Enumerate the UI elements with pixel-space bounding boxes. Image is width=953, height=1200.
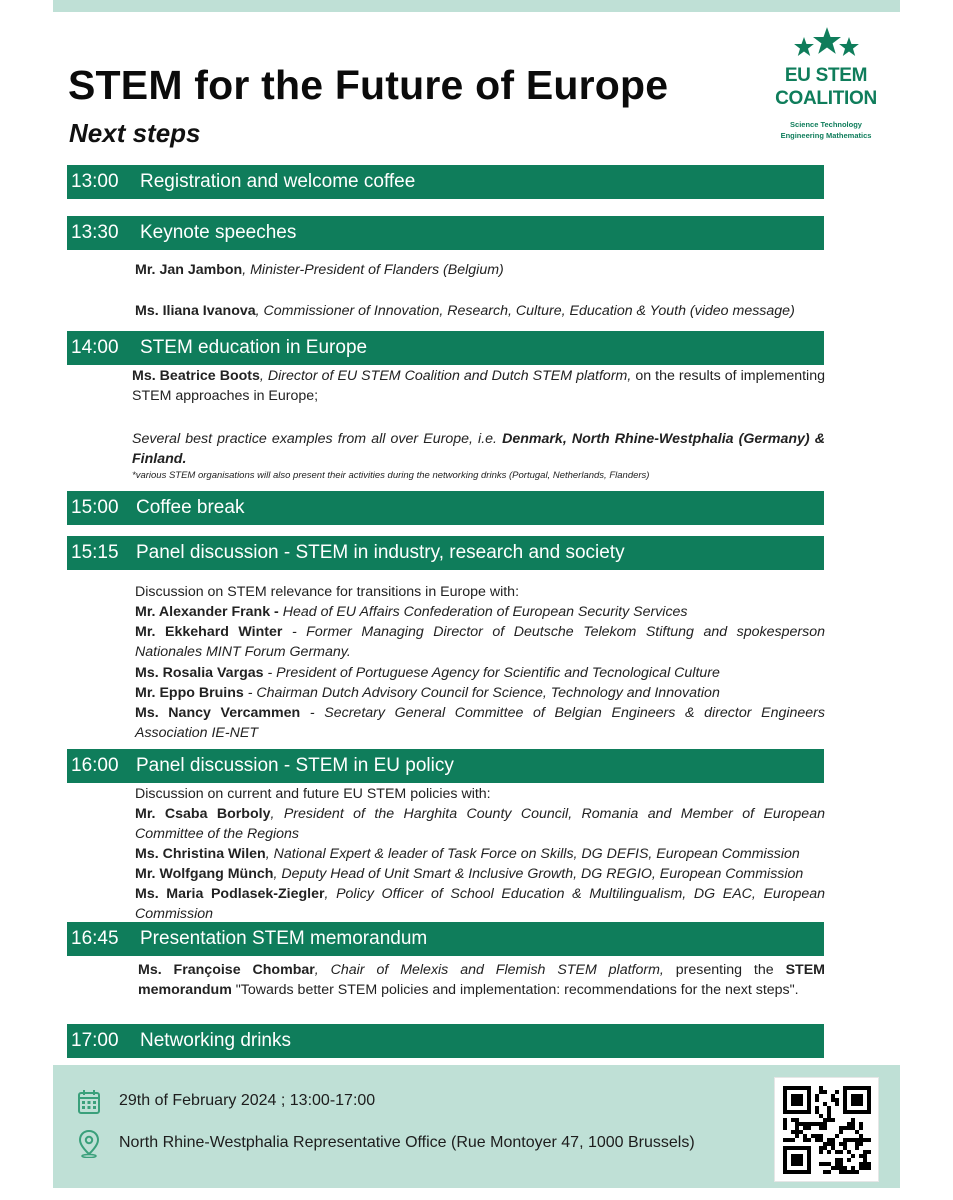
schedule-time: 16:00 — [71, 755, 119, 776]
speaker-role: - Former Managing Director of Deutsche Telekom Stiftung and spokesperson Nationales MINT Forum Germany. — [135, 624, 825, 660]
logo-line2: COALITION — [775, 88, 877, 109]
logo-tagline2: Engineering Mathematics — [780, 131, 872, 140]
page-subtitle: Next steps — [69, 118, 201, 148]
panel2-speaker — [135, 804, 825, 844]
logo-tagline1: Science Technology — [790, 120, 862, 129]
speaker-role: , President of the Harghita County Council, Romania and Member of European Committee of the Regions — [135, 806, 825, 842]
speaker-name: Ms. Françoise Chombar — [138, 962, 315, 978]
panel2-intro: Discussion on current and future EU STEM policies with: — [135, 786, 491, 802]
speaker-name: Mr. Csaba Borboly — [135, 806, 271, 822]
memorandum-text: presenting the — [663, 962, 786, 978]
keynote-speaker — [135, 260, 825, 280]
footer-band — [53, 1065, 900, 1188]
event-location: North Rhine-Westphalia Representative Office (Rue Montoyer 47, 1000 Brussels) — [119, 1134, 695, 1151]
panel1-speaker — [135, 622, 825, 662]
schedule-label: Registration and welcome coffee — [140, 171, 416, 192]
memorandum-speaker — [138, 960, 825, 1000]
schedule-bar-keynote — [67, 216, 824, 250]
map-pin-icon — [78, 1130, 100, 1158]
speaker-name: Ms. Iliana Ivanova — [135, 303, 256, 319]
schedule-label: Keynote speeches — [140, 222, 297, 243]
schedule-label: Coffee break — [136, 497, 245, 518]
speaker-name: Ms. Beatrice Boots — [132, 368, 260, 384]
speaker-role: Head of EU Affairs Confederation of European Security Services — [278, 604, 688, 620]
speaker-role: , Chair of Melexis and Flemish STEM platform, — [314, 962, 664, 978]
speaker-name: Mr. Jan Jambon — [135, 262, 243, 278]
page-title: STEM for the Future of Europe — [68, 62, 669, 108]
speaker-name: Mr. Eppo Bruins — [135, 685, 244, 701]
speaker-role: , Commissioner of Innovation, Research, Culture, Education & Youth (video message) — [255, 303, 795, 319]
schedule-label: Panel discussion - STEM in EU policy — [136, 755, 454, 776]
education-speaker — [132, 366, 825, 406]
memorandum-title: STEM memorandum — [138, 962, 825, 998]
qr-code-pattern — [783, 1086, 871, 1174]
schedule-time: 13:00 — [71, 171, 119, 192]
schedule-bar-panel-policy — [67, 749, 824, 783]
calendar-icon — [77, 1089, 101, 1115]
examples-countries: Denmark, North Rhine-Westphalia (Germany) & Finland. — [132, 431, 825, 467]
schedule-label: Presentation STEM memorandum — [140, 928, 428, 949]
schedule-label: Networking drinks — [140, 1030, 291, 1051]
speaker-role: - Chairman Dutch Advisory Council for Science, Technology and Innovation — [243, 685, 720, 701]
speaker-role: , National Expert & leader of Task Force on Skills, DG DEFIS, European Commission — [265, 846, 800, 862]
schedule-time: 17:00 — [71, 1030, 119, 1051]
schedule-time: 15:15 — [71, 542, 119, 563]
schedule-bar-networking — [67, 1024, 824, 1058]
examples-intro: Several best practice examples from all over Europe, i.e. — [132, 431, 503, 447]
speaker-role: , Director of EU STEM Coalition and Dutch STEM platform, — [259, 368, 632, 384]
speaker-name: Mr. Alexander Frank - — [135, 604, 279, 620]
schedule-bar-education — [67, 331, 824, 365]
panel1-speaker — [135, 663, 825, 683]
speaker-name: Ms. Maria Podlasek-Ziegler — [135, 886, 325, 902]
speaker-name: Ms. Christina Wilen — [135, 846, 266, 862]
panel1-intro: Discussion on STEM relevance for transitions in Europe with: — [135, 584, 520, 600]
panel2-speaker — [135, 884, 825, 924]
schedule-label: Panel discussion - STEM in industry, research and society — [136, 542, 625, 563]
education-examples — [132, 429, 825, 469]
memorandum-text: "Towards better STEM policies and implementation: recommendations for the next steps". — [231, 982, 799, 998]
speaker-role: , Deputy Head of Unit Smart & Inclusive Growth, DG REGIO, European Commission — [273, 866, 804, 882]
keynote-speaker — [135, 301, 825, 321]
logo-stars-icon — [768, 26, 884, 60]
schedule-time: 13:30 — [71, 222, 119, 243]
speaker-role: , Minister-President of Flanders (Belgium) — [242, 262, 504, 278]
eu-stem-coalition-logo — [768, 26, 884, 150]
speaker-role: - Secretary General Committee of Belgian Engineers & director Engineers Association IE-NET — [135, 705, 825, 741]
top-band — [53, 0, 900, 12]
schedule-bar-panel-industry — [67, 536, 824, 570]
speaker-name: Mr. Ekkehard Winter — [135, 624, 283, 640]
event-date: 29th of February 2024 ; 13:00-17:00 — [119, 1092, 376, 1109]
speaker-role: - President of Portuguese Agency for Scientific and Tecnological Culture — [263, 665, 720, 681]
schedule-bar-memorandum — [67, 922, 824, 956]
speaker-name: Ms. Nancy Vercammen — [135, 705, 301, 721]
schedule-bar-coffee-break — [67, 491, 824, 525]
speaker-role: , Policy Officer of School Education & Multilingualism, DG EAC, European Commission — [135, 886, 826, 922]
schedule-time: 16:45 — [71, 928, 119, 949]
schedule-bar-registration — [67, 165, 824, 199]
speaker-name: Ms. Rosalia Vargas — [135, 665, 264, 681]
education-text: on the results of implementing STEM approaches in Europe; — [132, 368, 825, 404]
education-footnote: *various STEM organisations will also present their activities during the networking drinks (Portugal, Netherlands, Flanders) — [132, 470, 650, 481]
speaker-name: Mr. Wolfgang Münch — [135, 866, 274, 882]
logo-line1: EU STEM — [784, 65, 868, 86]
panel2-speaker — [135, 864, 825, 884]
schedule-label: STEM education in Europe — [140, 337, 368, 358]
panel1-speaker — [135, 602, 825, 622]
schedule-time: 14:00 — [71, 337, 119, 358]
qr-code[interactable] — [774, 1077, 879, 1182]
panel1-speaker — [135, 683, 825, 703]
schedule-time: 15:00 — [71, 497, 119, 518]
panel2-speaker — [135, 844, 825, 864]
panel1-speaker — [135, 703, 825, 743]
